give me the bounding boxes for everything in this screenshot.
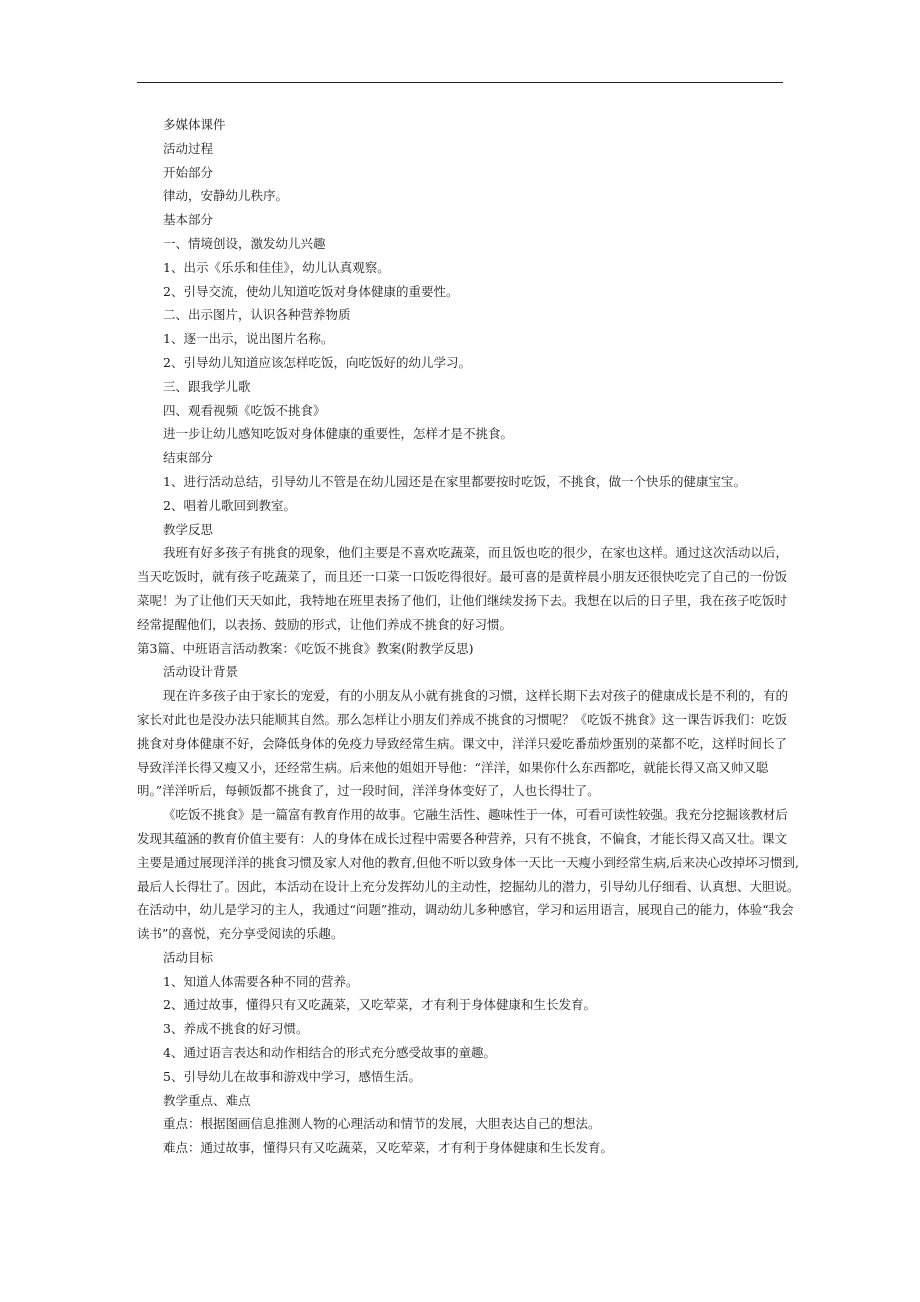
header-rule [137, 82, 783, 83]
text-line: 四、观看视频《吃饭不挑食》 [163, 402, 326, 418]
text-line: 三、跟我学儿歌 [163, 378, 251, 394]
paragraph-line: 读书”的喜悦，充分享受阅读的乐趣。 [137, 926, 344, 942]
text-line: 结束部分 [163, 450, 214, 466]
document-body [137, 113, 800, 1160]
paragraph-line: 发现其蕴涵的教育价值主要有：人的身体在成长过程中需要各种营养，只有不挑食，不偏食，才能长得又高又壮。课文 [137, 830, 788, 846]
paragraph-line: 主要是通过展现洋洋的挑食习惯及家人对他的教育,但他不听以致身体一天比一天瘦小到经常生病,后来决心改掉坏习惯到, [137, 854, 799, 870]
paragraph-line: 家长对此也是没办法只能顺其自然。那么怎样让小朋友们养成不挑食的习惯呢？《吃饭不挑食》这一课告诉我们：吃饭 [137, 711, 788, 727]
paragraph-line: 菜呢！为了让他们天天如此，我特地在班里表扬了他们，让他们继续发扬下去。我想在以后的日子里，我在孩子吃饭时 [137, 592, 788, 608]
text-line: 2、通过故事，懂得只有又吃蔬菜，又吃荤菜，才有利于身体健康和生长发育。 [163, 997, 596, 1013]
text-line: 教学重点、难点 [163, 1092, 251, 1108]
text-line: 多媒体课件 [163, 117, 226, 132]
paragraph-line: 导致洋洋长得又瘦又小，还经常生病。后来他的姐姐开导他：“洋洋，如果你什么东西都吃，就能长得又高又帅又聪 [137, 759, 769, 775]
paragraph-line: 最后人长得壮了。因此，本活动在设计上充分发挥幼儿的主动性，挖掘幼儿的潜力，引导幼儿仔细看、认真想、大胆说。 [137, 878, 800, 894]
text-line: 2、唱着儿歌回到教室。 [163, 497, 296, 513]
text-line: 5、引导幼儿在故事和游戏中学习，感悟生活。 [163, 1068, 421, 1084]
text-line: 律动，安静幼儿秩序。 [163, 188, 289, 204]
paragraph-line: 在活动中，幼儿是学习的主人，我通过“问题”推动，调动幼儿多种感官，学习和运用语言，展现自己的能力，体验“我会 [137, 902, 794, 918]
paragraph-line: 《吃饭不挑食》是一篇富有教育作用的故事。它融生活性、趣味性于一体，可看可读性较强。我充分挖掘该教材后 [163, 807, 789, 823]
text-line: 活动目标 [163, 949, 214, 965]
paragraph-line: 当天吃饭时，就有孩子吃蔬菜了，而且还一口菜一口饭吃得很好。最可喜的是黄梓晨小朋友还很快吃完了自己的一份饭 [137, 569, 788, 585]
paragraph-line: 经常提醒他们，以表扬、鼓励的形式，让他们养成不挑食的好习惯。 [137, 616, 513, 632]
text-line: 重点：根据图画信息推测人物的心理活动和情节的发展，大胆表达自己的想法。 [163, 1116, 601, 1132]
text-line: 2、引导幼儿知道应该怎样吃饭，向吃饭好的幼儿学习。 [163, 354, 471, 370]
text-line: 活动设计背景 [163, 664, 239, 680]
text-line: 4、通过语言表达和动作相结合的形式充分感受故事的童趣。 [163, 1045, 496, 1061]
text-line: 教学反思 [163, 521, 214, 537]
text-line: 一、情境创设，激发幼儿兴趣 [163, 235, 326, 251]
paragraph [137, 803, 800, 946]
paragraph-line: 现在许多孩子由于家长的宠爱，有的小朋友从小就有挑食的习惯，这样长期下去对孩子的健康成长是不利的，有的 [163, 688, 789, 704]
text-line: 活动过程 [163, 140, 214, 156]
paragraph [137, 541, 789, 636]
text-line: 进一步让幼儿感知吃饭对身体健康的重要性，怎样才是不挑食。 [163, 426, 514, 442]
text-line: 3、养成不挑食的好习惯。 [163, 1021, 309, 1037]
text-line: 1、逐一出示，说出图片名称。 [163, 331, 334, 347]
text-line: 基本部分 [163, 212, 214, 228]
text-line: 2、引导交流，使幼儿知道吃饭对身体健康的重要性。 [163, 283, 459, 299]
paragraph [137, 684, 789, 803]
text-line: 1、知道人体需要各种不同的营养。 [163, 973, 359, 989]
text-line: 二、出示图片，认识各种营养物质 [163, 307, 351, 323]
paragraph-line: 明。”洋洋听后，每顿饭都不挑食了，过一段时间，洋洋身体变好了，人也长得壮了。 [137, 783, 600, 799]
paragraph-line: 我班有好多孩子有挑食的现象，他们主要是不喜欢吃蔬菜，而且饭也吃的很少，在家也这样。通过这次活动以后， [163, 545, 789, 561]
text-line: 1、进行活动总结，引导幼儿不管是在幼儿园还是在家里都要按时吃饭，不挑食，做一个快乐的健康宝宝。 [163, 473, 746, 489]
text-line: 开始部分 [163, 164, 214, 180]
section-title: 第3篇、中班语言活动教案：《吃饭不挑食》教案(附教学反思) [137, 640, 474, 656]
paragraph-line: 挑食对身体健康不好，会降低身体的免疫力导致经常生病。课文中，洋洋只爱吃番茄炒蛋别的菜都不吃，这样时间长了 [137, 735, 788, 751]
text-line: 1、出示《乐乐和佳佳》，幼儿认真观察。 [163, 259, 390, 275]
text-line: 难点：通过故事，懂得只有又吃蔬菜，又吃荤菜，才有利于身体健康和生长发育。 [163, 1140, 614, 1156]
